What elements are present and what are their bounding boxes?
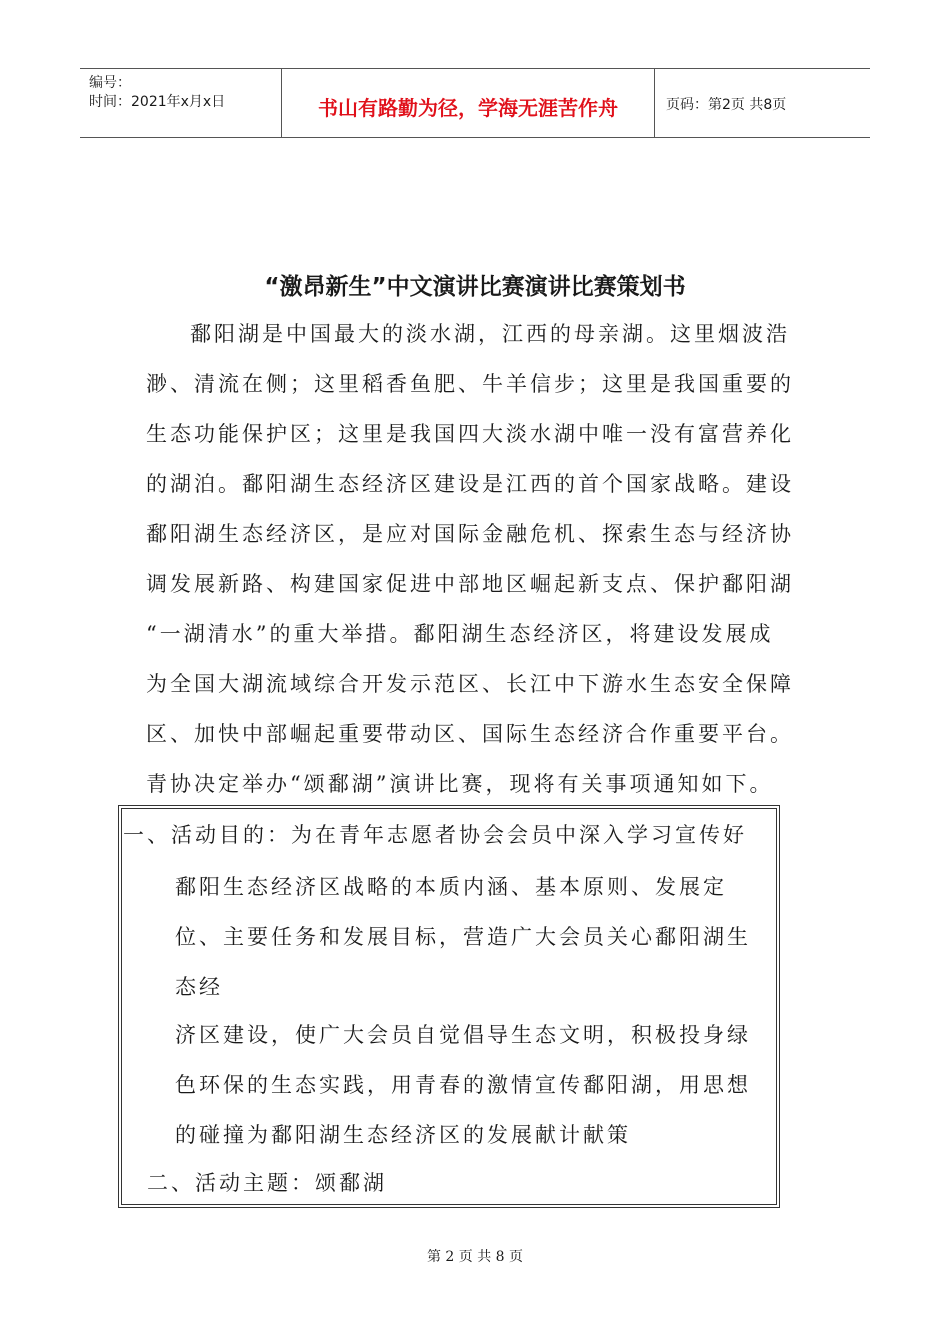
header-page-code-cell [654,69,870,137]
page-header [80,68,870,138]
theme-line: 二、活动主题：颂鄱湖 [147,1171,387,1195]
intro-line: 渺、清流在侧；这里稻香鱼肥、牛羊信步；这里是我国重要的 [146,372,794,396]
purpose-heading-line: 一、活动目的：为在青年志愿者协会会员中深入学习宣传好 [123,823,747,847]
intro-line: 鄱阳湖是中国最大的淡水湖，江西的母亲湖。这里烟波浩 [190,322,790,346]
intro-line: 生态功能保护区；这里是我国四大淡水湖中唯一没有富营养化 [146,422,794,446]
activity-box [118,805,780,1208]
purpose-line: 态经 [175,975,223,999]
purpose-line: 色环保的生态实践，用青春的激情宣传鄱阳湖，用思想 [175,1073,751,1097]
purpose-line: 鄱阳生态经济区战略的本质内涵、基本原则、发展定 [175,875,727,899]
intro-line: “一湖清水”的重大举措。鄱阳湖生态经济区，将建设发展成 [146,622,774,646]
intro-line: 为全国大湖流域综合开发示范区、长江中下游水生态安全保障 [146,672,794,696]
purpose-line: 的碰撞为鄱阳湖生态经济区的发展献计献策 [175,1123,631,1147]
header-page-code: 页码：第2页 共8页 [666,97,787,113]
doc-number-label: 编号： [89,75,131,91]
intro-line: 的湖泊。鄱阳湖生态经济区建设是江西的首个国家战略。建设 [146,472,794,496]
doc-time-label: 时间：2021年x月x日 [89,94,226,110]
intro-line: 调发展新路、构建国家促进中部地区崛起新支点、保护鄱阳湖 [146,572,794,596]
document-title: “激昂新生”中文演讲比赛演讲比赛策划书 [264,274,686,300]
purpose-line: 济区建设，使广大会员自觉倡导生态文明，积极投身绿 [175,1023,751,1047]
header-motto-cell [281,69,655,137]
header-meta [80,69,280,137]
intro-line: 青协决定举办“颂鄱湖”演讲比赛，现将有关事项通知如下。 [146,772,774,796]
header-motto: 书山有路勤为径，学海无涯苦作舟 [318,96,618,120]
page-footer: 第 2 页 共 8 页 [426,1249,524,1265]
intro-line: 区、加快中部崛起重要带动区、国际生态经济合作重要平台。 [146,722,794,746]
intro-paragraph [146,318,816,818]
purpose-line: 位、主要任务和发展目标，营造广大会员关心鄱阳湖生 [175,925,751,949]
intro-line: 鄱阳湖生态经济区，是应对国际金融危机、探索生态与经济协 [146,522,794,546]
